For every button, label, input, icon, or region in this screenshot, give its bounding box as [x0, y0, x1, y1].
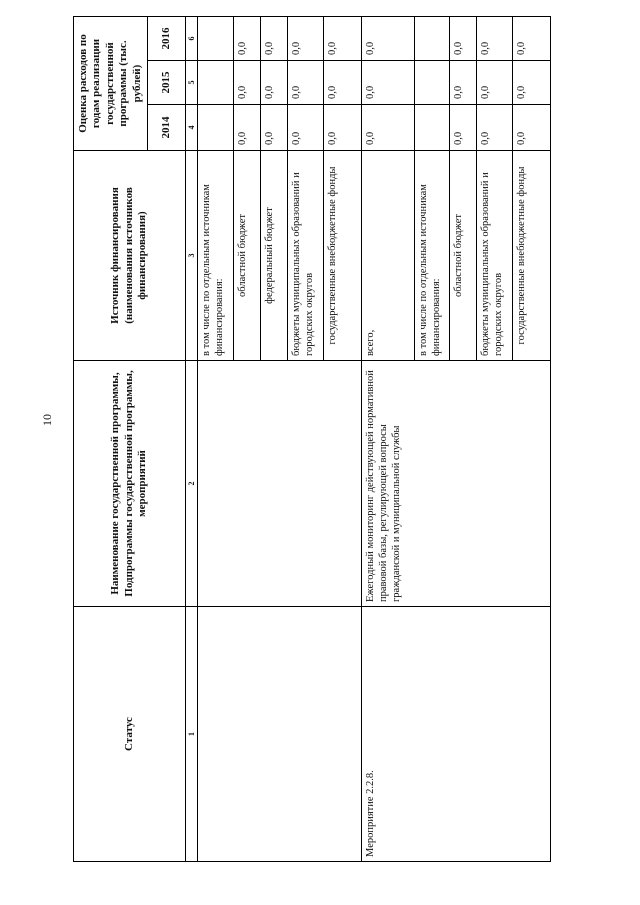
value-cell: 0,0 — [450, 17, 477, 61]
col-number-4: 4 — [186, 105, 198, 151]
name-cell — [198, 361, 362, 607]
value-cell: 0,0 — [477, 17, 513, 61]
source-cell: всего, — [362, 151, 415, 361]
value-cell: 0,0 — [324, 105, 362, 151]
source-cell: государственные внебюджетные фонды — [513, 151, 551, 361]
value-cell — [198, 105, 234, 151]
source-cell: областной бюджет — [234, 151, 261, 361]
value-cell: 0,0 — [234, 61, 261, 105]
col-number-5: 5 — [186, 61, 198, 105]
value-cell: 0,0 — [513, 17, 551, 61]
header-year-2014: 2014 — [148, 105, 186, 151]
col-number-2: 2 — [186, 361, 198, 607]
header-estimate: Оценка расходов по годам реализации государственной программы (тыс. рублей) — [74, 17, 148, 151]
rotated-table-page — [73, 17, 568, 862]
source-cell: бюджеты муниципальных образований и городских округов — [288, 151, 324, 361]
value-cell: 0,0 — [513, 105, 551, 151]
value-cell: 0,0 — [477, 105, 513, 151]
value-cell: 0,0 — [513, 61, 551, 105]
value-cell: 0,0 — [261, 105, 288, 151]
header-source: Источник финансирования (наименования источников финансирования) — [74, 151, 186, 361]
header-name: Наименование государственной программы, Подпрограммы государственной программы, мероприятий — [74, 361, 186, 607]
value-cell: 0,0 — [288, 105, 324, 151]
value-cell: 0,0 — [450, 105, 477, 151]
page-number: 10 — [40, 414, 54, 426]
col-number-1: 1 — [186, 607, 198, 862]
value-cell: 0,0 — [234, 105, 261, 151]
status-cell: Мероприятие 2.2.8. — [362, 607, 551, 862]
value-cell: 0,0 — [450, 61, 477, 105]
header-status: Статус — [74, 607, 186, 862]
col-number-6: 6 — [186, 17, 198, 61]
table-row — [198, 17, 234, 862]
header-year-2015: 2015 — [148, 61, 186, 105]
value-cell: 0,0 — [261, 17, 288, 61]
value-cell — [198, 61, 234, 105]
value-cell — [415, 17, 450, 61]
source-cell: государственные внебюджетные фонды — [324, 151, 362, 361]
value-cell: 0,0 — [261, 61, 288, 105]
source-cell: в том числе по отдельным источникам финансирования: — [198, 151, 234, 361]
name-cell: Ежегодный мониторинг действующей нормативной правовой базы, регулирующей вопросы гражданской и муниципальной службы — [362, 361, 551, 607]
table-row — [362, 17, 415, 862]
source-cell: в том числе по отдельным источникам финансирования: — [415, 151, 450, 361]
header-year-2016: 2016 — [148, 17, 186, 61]
value-cell: 0,0 — [477, 61, 513, 105]
value-cell: 0,0 — [288, 17, 324, 61]
status-cell — [198, 607, 362, 862]
source-cell: бюджеты муниципальных образований и городских округов — [477, 151, 513, 361]
value-cell: 0,0 — [288, 61, 324, 105]
financing-table — [73, 16, 551, 862]
source-cell: федеральный бюджет — [261, 151, 288, 361]
value-cell: 0,0 — [362, 17, 415, 61]
value-cell — [415, 105, 450, 151]
value-cell: 0,0 — [324, 61, 362, 105]
col-number-3: 3 — [186, 151, 198, 361]
value-cell — [415, 61, 450, 105]
source-cell: областной бюджет — [450, 151, 477, 361]
value-cell: 0,0 — [324, 17, 362, 61]
value-cell: 0,0 — [234, 17, 261, 61]
value-cell: 0,0 — [362, 61, 415, 105]
value-cell: 0,0 — [362, 105, 415, 151]
value-cell — [198, 17, 234, 61]
